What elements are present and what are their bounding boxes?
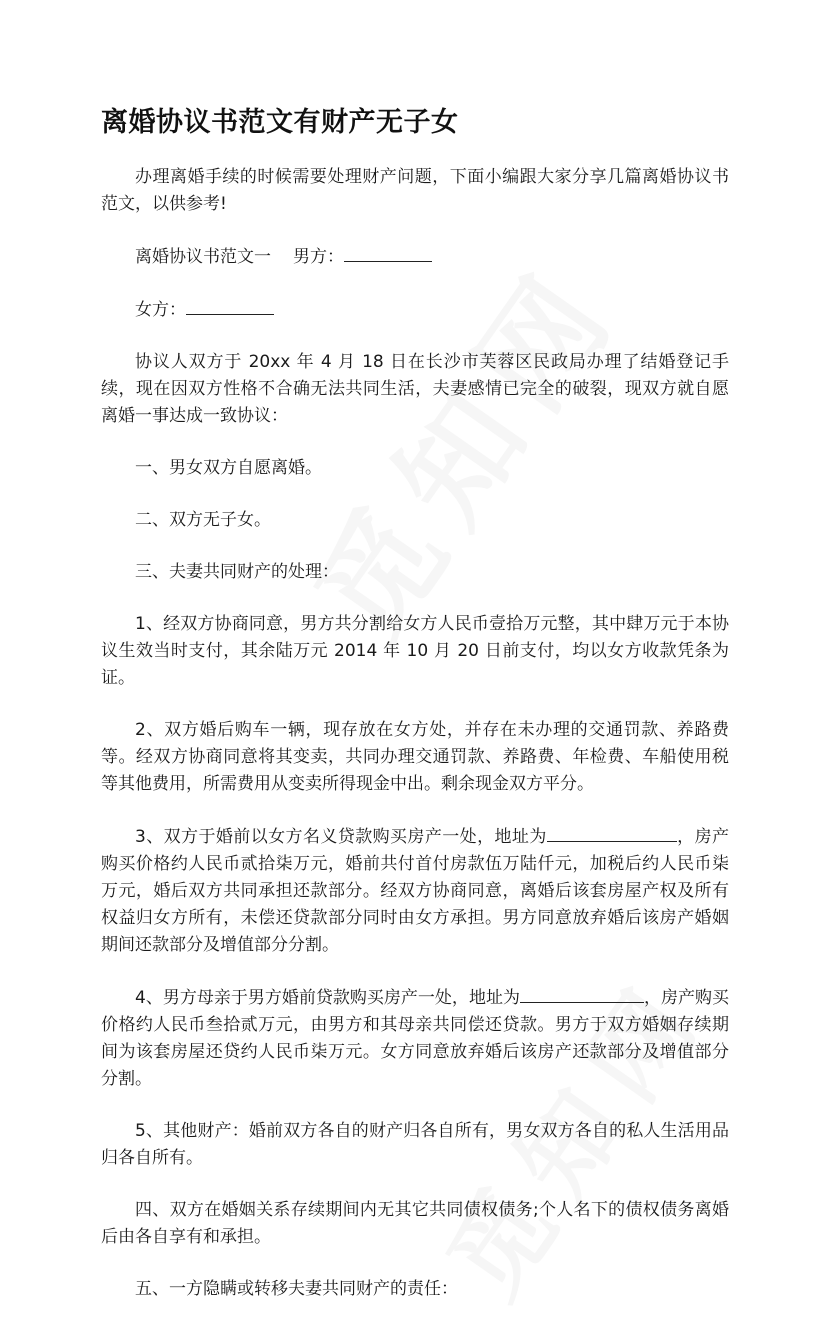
agreement-intro: 协议人双方于 20xx 年 4 月 18 日在长沙市芙蓉区民政局办理了结婚登记手续，现在因双方性格不合确无法共同生活，夫妻感情已完全的破裂，现双方就自愿离婚一事达成一致协议： <box>101 352 729 426</box>
female-line <box>101 296 729 324</box>
item-4-rest: ，房产购买价格约人民币叁拾贰万元，由男方和其母亲共同偿还贷款。男方于双方婚姻存续期间为该套房屋还贷约人民币柒万元。女方同意放弃婚后该房产还款部分及增值部分分割。 <box>101 988 729 1089</box>
female-name-blank <box>186 296 274 315</box>
document-title: 离婚协议书范文有财产无子女 <box>101 107 459 138</box>
clause-1: 一、男女双方自愿离婚。 <box>135 458 322 478</box>
item-3-rest: ，房产购买价格约人民币贰拾柒万元，婚前共付首付房款伍万陆仟元，加税后约人民币柒万元，婚后双方共同承担还款部分。经双方协商同意，离婚后该套房屋产权及所有权益归女方所有，未偿还贷款部分同时由女方承担。男方同意放弃婚后该房产婚姻期间还款部分及增值部分分割。 <box>101 827 729 955</box>
item-3 <box>101 823 729 959</box>
sample-heading: 离婚协议书范文一 <box>135 247 271 267</box>
item-2: 2、双方婚后购车一辆，现存放在女方处，并存在未办理的交通罚款、养路费等。经双方协商同意将其变卖，共同办理交通罚款、养路费、年检费、车船使用税等其他费用，所需费用从变卖所得现金中出。剩余现金双方平分。 <box>101 720 729 794</box>
item-3-start: 3、双方于婚前以女方名义贷款购买房产一处，地址为 <box>135 827 547 847</box>
address-blank-1 <box>547 823 677 842</box>
intro-paragraph: 办理离婚手续的时候需要处理财产问题，下面小编跟大家分享几篇离婚协议书范文，以供参考! <box>101 167 729 214</box>
male-label: 男方： <box>293 247 344 267</box>
item-1: 1、经双方协商同意，男方共分割给女方人民币壹拾万元整，其中肆万元于本协议生效当时支付，其余陆万元 2014 年 10 月 20 日前支付，均以女方收款凭条为证。 <box>101 614 729 688</box>
sample-heading-line <box>101 243 729 271</box>
clause-4: 四、双方在婚姻关系存续期间内无其它共同债权债务;个人名下的债权债务离婚后由各自享有和承担。 <box>101 1200 729 1247</box>
document-body <box>101 164 729 1328</box>
female-label: 女方： <box>135 300 186 320</box>
clause-5: 五、一方隐瞒或转移夫妻共同财产的责任： <box>135 1279 458 1299</box>
item-4 <box>101 984 729 1093</box>
item-5: 5、其他财产：婚前双方各自的财产归各自所有，男女双方各自的私人生活用品归各自所有。 <box>101 1121 729 1168</box>
clause-2: 二、双方无子女。 <box>135 510 271 530</box>
male-name-blank <box>344 243 432 262</box>
item-4-start: 4、男方母亲于男方婚前贷款购买房产一处，地址为 <box>135 988 520 1008</box>
clause-3: 三、夫妻共同财产的处理： <box>135 562 339 582</box>
address-blank-2 <box>520 984 644 1003</box>
